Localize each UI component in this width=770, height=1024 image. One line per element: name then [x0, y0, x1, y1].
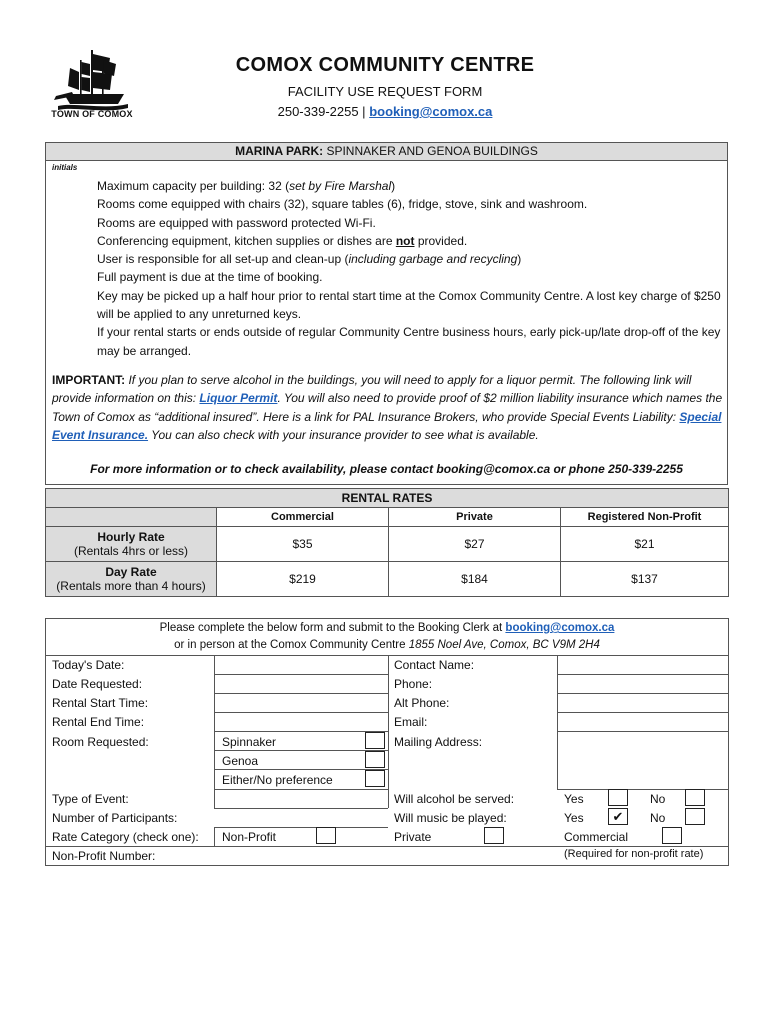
rate-cell: $27 — [389, 527, 561, 562]
music-yes-label: Yes — [564, 811, 584, 825]
participants-label: Number of Participants: — [52, 811, 178, 825]
row-day-label: Day Rate (Rentals more than 4 hours) — [46, 562, 217, 597]
rental-end-input[interactable] — [215, 713, 387, 731]
email-label: Email: — [394, 715, 428, 729]
col-commercial: Commercial — [217, 508, 389, 527]
date-requested-label: Date Requested: — [52, 677, 143, 691]
rule-item: Key may be picked up a half hour prior to rental start time at the Comox Community Centre. A lost key charge of $250 will be applied to any unreturned keys. — [97, 288, 721, 322]
todays-date-input[interactable] — [215, 656, 387, 674]
rates-title: RENTAL RATES — [46, 489, 729, 508]
participants-input[interactable] — [215, 809, 387, 827]
music-yes-checkbox[interactable]: ✔ — [608, 808, 628, 825]
either-checkbox[interactable] — [365, 770, 385, 787]
room-either: Either/No preference — [222, 773, 333, 787]
alcohol-no-label: No — [650, 792, 666, 806]
spinnaker-checkbox[interactable] — [365, 732, 385, 749]
alcohol-yes-checkbox[interactable] — [608, 789, 628, 806]
category-commercial-checkbox[interactable] — [662, 827, 682, 844]
date-requested-input[interactable] — [215, 675, 387, 693]
rental-rates-table — [45, 488, 729, 597]
contact-name-label: Contact Name: — [394, 658, 475, 672]
rule-item: Rooms come equipped with chairs (32), square tables (6), fridge, stove, sink and washroom. — [97, 197, 588, 212]
phone-number: 250-339-2255 | — [277, 104, 366, 119]
email-input[interactable] — [558, 713, 728, 731]
form-subtitle: FACILITY USE REQUEST FORM — [287, 84, 483, 99]
rate-cell: $35 — [217, 527, 389, 562]
genoa-checkbox[interactable] — [365, 751, 385, 768]
room-genoa: Genoa — [222, 754, 259, 768]
mailing-address-label: Mailing Address: — [394, 735, 483, 749]
email-link[interactable]: booking@comox.ca — [369, 104, 493, 119]
type-of-event-input[interactable] — [215, 790, 387, 808]
type-of-event-label: Type of Event: — [52, 792, 129, 806]
rule-item: If your rental starts or ends outside of regular Community Centre business hours, early pick-up/late drop-off of the key may be arranged. — [97, 325, 721, 358]
rate-cell: $184 — [389, 562, 561, 597]
row-hourly-label: Hourly Rate (Rentals 4hrs or less) — [46, 527, 217, 562]
contact-line — [0, 104, 770, 119]
initials-label: initials — [52, 163, 78, 172]
more-info-text: For more information or to check availability, please contact booking@comox.ca or phone 250-339-2255 — [90, 462, 683, 476]
category-nonprofit-label: Non-Profit — [222, 830, 277, 844]
alcohol-yes-label: Yes — [564, 792, 584, 806]
room-requested-label: Room Requested: — [52, 735, 149, 749]
nonprofit-number-label: Non-Profit Number: — [52, 849, 156, 863]
category-private-checkbox[interactable] — [484, 827, 504, 844]
category-private-label: Private — [394, 830, 432, 844]
nonprofit-note: (Required for non-profit rate) — [564, 848, 704, 860]
rental-start-label: Rental Start Time: — [52, 696, 149, 710]
rate-cell: $137 — [561, 562, 729, 597]
form-email-link[interactable]: booking@comox.ca — [505, 622, 615, 634]
rule-item: Maximum capacity per building: 32 (set by Fire Marshal) — [97, 179, 396, 193]
phone-input[interactable] — [558, 675, 728, 693]
facility-heading-rest: SPINNAKER AND GENOA BUILDINGS — [326, 144, 538, 158]
form-intro: Please complete the below form and submit to the Booking Clerk at booking@comox.ca or in person at the Comox Community Centre 1855 Noel Ave, Comox, BC V9M 2H4 — [159, 622, 615, 651]
facility-heading-bold: MARINA PARK: — [235, 144, 324, 158]
facility-heading — [45, 142, 728, 161]
alcohol-no-checkbox[interactable] — [685, 789, 705, 806]
alcohol-label: Will alcohol be served: — [394, 792, 515, 806]
rental-end-label: Rental End Time: — [52, 715, 145, 729]
logo-text: TOWN OF COMOX — [51, 109, 133, 119]
category-nonprofit-checkbox[interactable] — [316, 827, 336, 844]
todays-date-label: Today's Date: — [52, 658, 125, 672]
special-event-insurance-link[interactable]: Special Event Insurance. — [52, 409, 722, 442]
liquor-permit-link[interactable]: Liquor Permit — [199, 391, 278, 406]
nonprofit-number-input[interactable] — [215, 847, 555, 865]
rate-cell: $219 — [217, 562, 389, 597]
alt-phone-label: Alt Phone: — [394, 696, 450, 710]
rate-category-label: Rate Category (check one): — [52, 830, 199, 844]
rule-item: Rooms are equipped with password protected Wi-Fi. — [97, 215, 376, 230]
col-private: Private — [389, 508, 561, 527]
rule-item: Full payment is due at the time of booking. — [97, 270, 323, 285]
music-no-label: No — [650, 811, 666, 825]
important-label: IMPORTANT: — [52, 373, 126, 387]
music-no-checkbox[interactable] — [685, 808, 705, 825]
rule-item: User is responsible for all set-up and clean-up (including garbage and recycling) — [97, 252, 522, 267]
mailing-address-input[interactable] — [558, 732, 728, 788]
room-spinnaker: Spinnaker — [222, 735, 277, 749]
alt-phone-input[interactable] — [558, 694, 728, 712]
col-nonprofit: Registered Non-Profit — [561, 508, 729, 527]
rate-cell: $21 — [561, 527, 729, 562]
important-notice: IMPORTANT: If you plan to serve alcohol in the buildings, you will need to apply for a liquor permit. The following link will provide information on this: Liquor Permit. You will also need to provide proof of $2 million liability insurance which names the Town of Comox as “additional insured”. Here is a link for PAL Insurance Brokers, who provide Special Events Liability: Special Event Insurance. You can also check with your insurance provider to see what is available. — [52, 373, 723, 442]
rules-list — [97, 177, 722, 360]
music-label: Will music be played: — [394, 811, 507, 825]
rates-corner — [46, 508, 217, 527]
category-commercial-label: Commercial — [564, 830, 629, 844]
rental-start-input[interactable] — [215, 694, 387, 712]
phone-label: Phone: — [394, 677, 433, 691]
page-title: COMOX COMMUNITY CENTRE — [235, 54, 535, 76]
rule-item: Conferencing equipment, kitchen supplies or dishes are not provided. — [97, 233, 468, 248]
contact-name-input[interactable] — [558, 656, 728, 674]
